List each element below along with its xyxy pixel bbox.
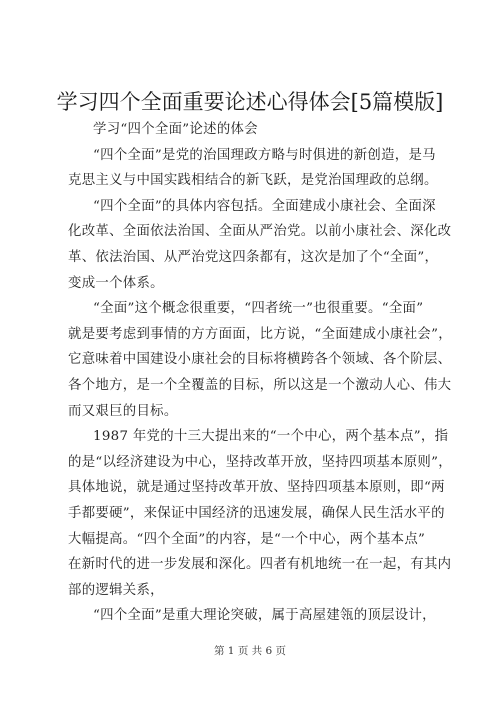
page-number-footer: 第 1 页 共 6 页 [213,645,287,657]
document-body [68,117,452,629]
paragraph-line: “四个全面”的具体内容包括。全面建成小康社会、全面深 [93,198,436,214]
paragraph-line: 1987 年党的十三大提出来的“一个中心，两个基本点”，指 [93,429,449,445]
paragraph-line: 大幅提高。“四个全面”的内容，是“一个中心，两个基本点” [68,531,426,547]
paragraph-line: “四个全面”是重大理论突破，属于高屋建瓴的顶层设计， [93,608,436,624]
paragraph-line: 具体地说，就是通过坚持改革开放、坚持四项基本原则，即“两 [68,480,445,496]
paragraph-line: 化改革、全面依法治国、全面从严治党。以前小康社会、深化改 [68,224,452,240]
paragraph-line: “全面”这个概念很重要，“四者统一”也很重要。“全面” [93,301,424,317]
paragraph-line: 就是要考虑到事情的方方面面，比方说，“全面建成小康社会”， [68,326,452,342]
paragraph-line: 各个地方，是一个全覆盖的目标，所以这是一个激动人心、伟大 [68,377,452,393]
paragraph-line: 它意味着中国建设小康社会的目标将横跨各个领域、各个阶层、 [68,352,452,368]
paragraph-line: 在新时代的进一步发展和深化。四者有机地统一在一起，有其内 [68,557,452,573]
paragraph-line: 的是“以经济建设为中心，坚持改革开放，坚持四项基本原则”， [68,454,452,470]
paragraph-line: 克思主义与中国实践相结合的新飞跃，是党治国理政的总纲。 [68,173,438,189]
paragraph-line: 部的逻辑关系， [68,582,164,598]
paragraph-line: “四个全面”是党的治国理政方略与时俱进的新创造，是马 [93,147,436,163]
paragraph-line: 变成一个体系。 [68,275,164,291]
paragraph-line: 革、依法治国、从严治党这四条都有，这次是加了个“全面”， [68,249,439,265]
paragraph-line: 学习“四个全面”论述的体会 [93,122,258,137]
paragraph-line: 手都要硬”，来保证中国经济的迅速发展，确保人民生活水平的 [68,505,445,521]
document-title: 学习四个全面重要论述心得体会[5篇模版] [56,90,444,114]
paragraph-line: 而又艰巨的目标。 [68,403,178,419]
